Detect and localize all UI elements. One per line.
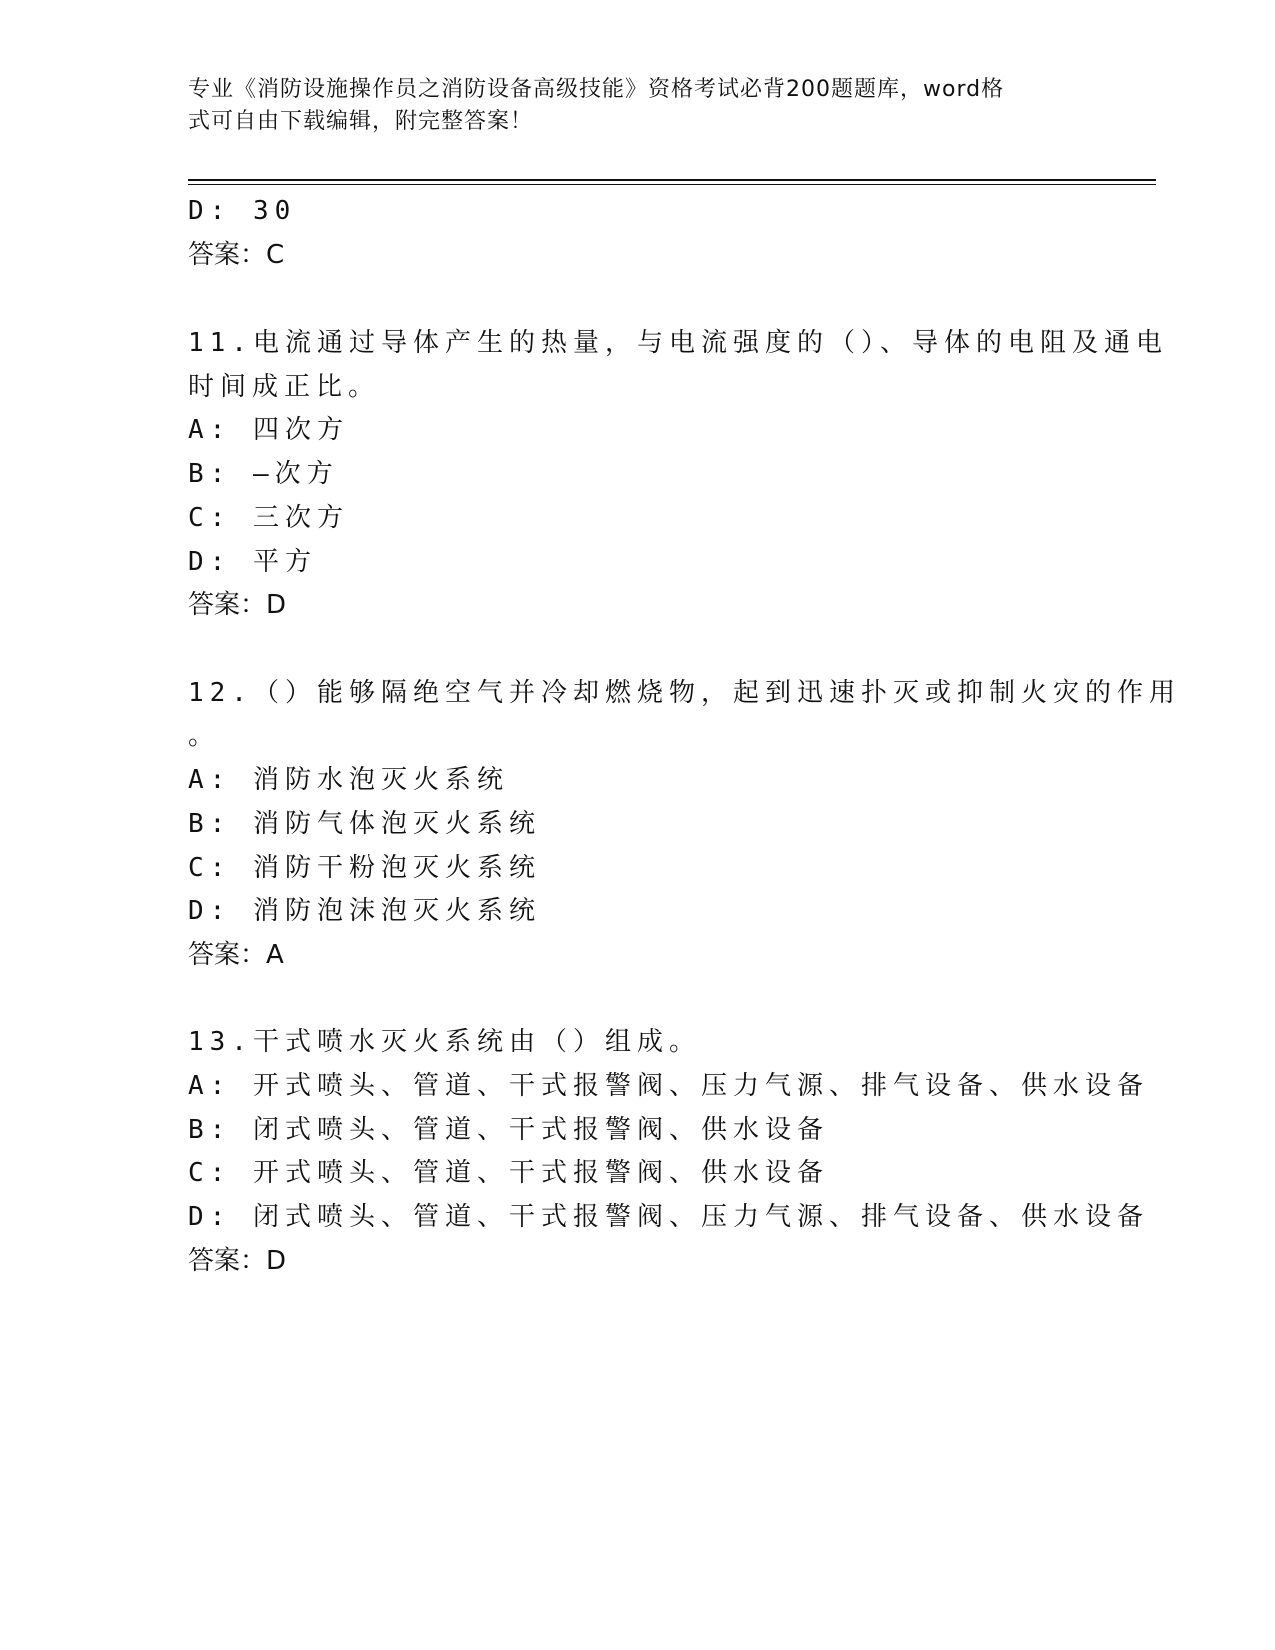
option-c: C: 三次方	[188, 503, 349, 533]
option-c: C: 消防干粉泡灭火系统	[188, 853, 541, 883]
prev-answer: 答案：C	[188, 240, 285, 270]
option-d: D: 平方	[188, 547, 317, 577]
option-a: A: 四次方	[188, 415, 349, 445]
question-stem: 12.（）能够隔绝空气并冷却燃烧物，起到迅速扑灭或抑制火灾的作用	[188, 678, 1181, 708]
header-rule-thick	[188, 179, 1156, 181]
answer: 答案：D	[188, 590, 287, 620]
option-d: D: 消防泡沫泡灭火系统	[188, 896, 541, 926]
header-line-1: 专业《消防设施操作员之消防设备高级技能》资格考试必背200题题库，word格	[188, 77, 1005, 102]
answer: 答案：A	[188, 940, 284, 970]
option-b: B: —次方	[188, 459, 339, 489]
option-c: C: 开式喷头、管道、干式报警阀、供水设备	[188, 1158, 829, 1188]
prev-option-d: D: 30	[188, 196, 297, 226]
header-rule-thin	[188, 184, 1156, 185]
option-d: D: 闭式喷头、管道、干式报警阀、压力气源、排气设备、供水设备	[188, 1202, 1149, 1232]
question-stem-cont: 时间成正比。	[188, 372, 381, 402]
question-stem: 13.干式喷水灭火系统由（）组成。	[188, 1027, 701, 1057]
header-line-2: 式可自由下载编辑，附完整答案！	[188, 109, 534, 134]
option-a: A: 开式喷头、管道、干式报警阀、压力气源、排气设备、供水设备	[188, 1071, 1149, 1101]
answer: 答案：D	[188, 1246, 287, 1276]
option-b: B: 闭式喷头、管道、干式报警阀、供水设备	[188, 1115, 829, 1145]
option-b: B: 消防气体泡灭火系统	[188, 809, 541, 839]
question-stem-cont: 。	[188, 721, 221, 751]
option-a: A: 消防水泡灭火系统	[188, 765, 509, 795]
document-header	[188, 74, 1068, 138]
question-stem: 11.电流通过导体产生的热量，与电流强度的（）、导体的电阻及通电	[188, 328, 1168, 358]
